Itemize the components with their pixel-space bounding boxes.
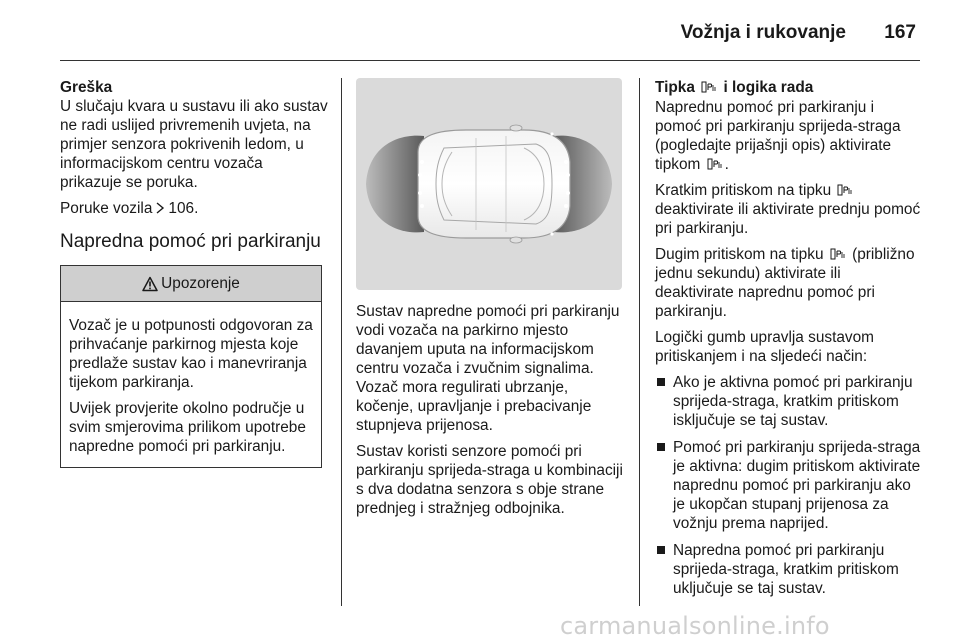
bullet-text-1: Ako je aktivna pomoć pri parkiranju sprijeda-straga, kratkim pritiskom isključuje se taj sustav. <box>673 374 913 429</box>
bullet-square-icon <box>657 443 665 451</box>
logic-paragraph-1 <box>655 98 923 174</box>
p1-post: . <box>724 156 729 173</box>
column-3 <box>655 78 923 606</box>
fault-heading: Greška <box>60 79 113 96</box>
column-1 <box>60 78 328 468</box>
list-item <box>655 438 923 533</box>
logic-paragraph-3 <box>655 245 923 321</box>
mirror-left <box>510 125 522 131</box>
p2-post: deaktivirate ili aktivirate prednju pomoć pri parkiranju. <box>655 201 921 237</box>
warning-body <box>61 302 321 467</box>
messages-page[interactable]: 106. <box>168 200 199 217</box>
p3-post: (približno jednu sekundu) aktivirate ili deaktivirate naprednu pomoć pri parkiranju. <box>655 246 915 320</box>
rear-sensor-zone <box>366 136 424 233</box>
warning-triangle-icon <box>142 276 158 292</box>
logic-paragraph-2 <box>655 181 923 238</box>
warning-title: Upozorenje <box>161 275 240 292</box>
list-item <box>655 541 923 598</box>
description-paragraph-2: Sustav koristi senzore pomoći pri parkiranju sprijeda-straga u kombinaciji s dva dodatna senzora s obje strane prednjeg i stražnjeg odbojnika. <box>356 443 623 517</box>
warning-paragraph-2: Uvijek provjerite okolno područje u svim smjerovima prilikom upotrebe napredne pomoći pri parkiranju. <box>69 400 306 455</box>
page-reference-arrow-icon <box>155 202 165 214</box>
p2-pre: Kratkim pritiskom na tipku <box>655 182 832 199</box>
parking-sensor-illustration <box>356 78 622 290</box>
park-assist-button-icon <box>701 81 717 93</box>
mirror-right <box>510 237 522 243</box>
fault-text: U slučaju kvara u sustavu ili ako sustav ne radi uslijed privremenih uvjeta, na primjer senzora pokrivenih ledom, u informacijskom centru vozača prikazuje se poruka. <box>60 98 328 191</box>
p1-pre: Naprednu pomoć pri parkiranju i pomoć pri parkiranju sprijeda-straga (pogledajte prijašnji opis) aktivirate tipkom <box>655 99 901 173</box>
warning-paragraph-1: Vozač je u potpunosti odgovoran za prihvaćanje parkirnog mjesta koje predlaže sustav kao i manevriranja tijekom parkiranja. <box>69 317 313 391</box>
page-number: 167 <box>884 22 916 43</box>
watermark: carmanualsonline.info <box>560 612 830 640</box>
park-assist-button-icon <box>830 248 846 260</box>
heading-pre: Tipka <box>655 79 695 96</box>
header-rule <box>60 60 920 61</box>
messages-text: Poruke vozila <box>60 200 153 217</box>
button-logic-heading <box>655 78 923 97</box>
column-2 <box>356 78 626 525</box>
section-heading: Napredna pomoć pri parkiranju <box>60 231 321 252</box>
list-item <box>655 373 923 430</box>
bullet-text-3: Napredna pomoć pri parkiranju sprijeda-straga, kratkim pritiskom uključuje se taj sustav. <box>673 542 899 597</box>
description-paragraph-1: Sustav napredne pomoći pri parkiranju vodi vozača na parkirno mjesto davanjem uputa na informacijskom centru vozača i zvučnim signalima. Vozač mora regulirati ubrzanje, kočenje, upravljanje i prebacivanje stupnjeva prijenosa. <box>356 303 620 434</box>
warning-box <box>60 265 322 468</box>
header-title: Vožnja i rukovanje <box>680 22 846 43</box>
park-assist-button-icon <box>837 184 853 196</box>
logic-bullet-list <box>655 373 923 598</box>
park-assist-button-icon <box>707 158 723 170</box>
bullet-square-icon <box>657 378 665 386</box>
bullet-text-2: Pomoć pri parkiranju sprijeda-straga je aktivna: dugim pritiskom aktivirate naprednu pomoć pri parkiranju ako je ukopčan stupanj prijenosa za vožnju prema naprijed. <box>673 439 921 532</box>
logic-paragraph-4: Logički gumb upravlja sustavom pritiskanjem i na sljedeći način: <box>655 329 874 365</box>
warning-header <box>61 266 321 302</box>
car-top-view-illustration <box>356 78 622 290</box>
bullet-square-icon <box>657 546 665 554</box>
messages-reference <box>60 199 328 218</box>
p3-pre: Dugim pritiskom na tipku <box>655 246 824 263</box>
column-rule-2 <box>639 78 640 606</box>
heading-post: i logika rada <box>723 79 814 96</box>
column-rule-1 <box>341 78 342 606</box>
